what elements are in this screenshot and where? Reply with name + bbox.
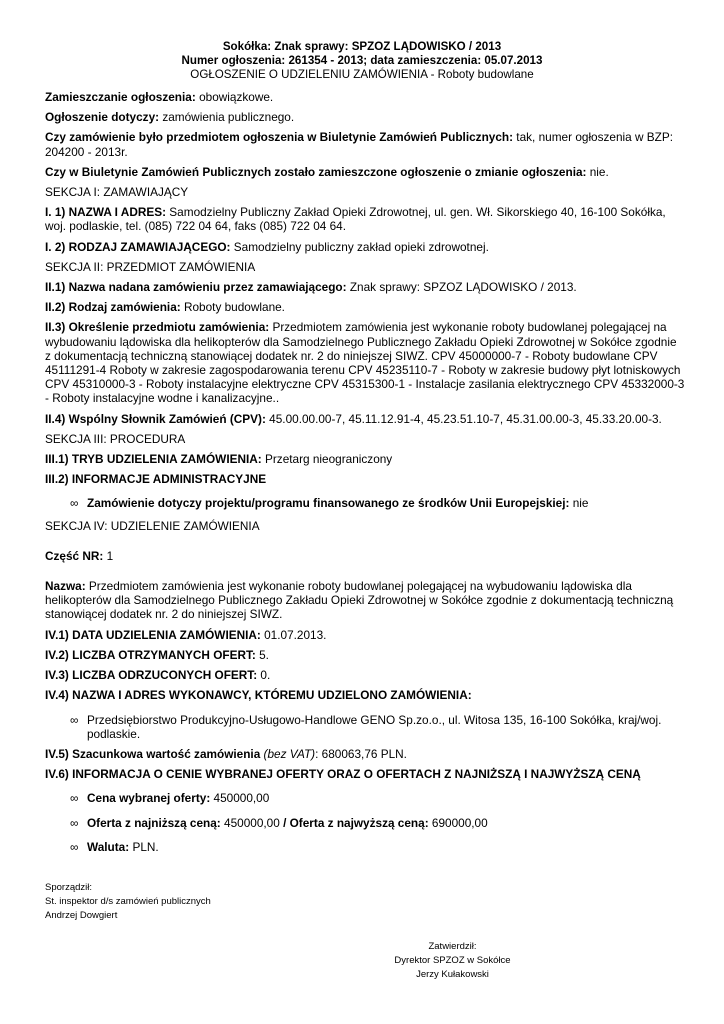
infinity-bullet-icon: ∞ xyxy=(70,496,79,511)
field-nazwa-zamowienia xyxy=(45,280,685,294)
field-value: nie. xyxy=(586,164,609,179)
field-informacja-cena: IV.6) INFORMACJA O CENIE WYBRANEJ OFERTY ORAZ O OFERTACH Z NAJNIŻSZĄ I NAJWYŻSZĄ CENĄ xyxy=(45,767,641,782)
header-title: Sokółka: Znak sprawy: SPZOZ LĄDOWISKO / 2013 xyxy=(222,40,502,53)
field-value: 45.00.00.00-7, 45.11.12.91-4, 45.23.51.10-7, 45.31.00.00-3, 45.33.20.00-3. xyxy=(265,411,662,426)
signature-line: Sporządził: xyxy=(45,882,92,893)
signature-line: Jerzy Kułakowski xyxy=(416,969,489,980)
field-label: II.4) Wspólny Słownik Zamówień (CPV): xyxy=(45,411,266,426)
field-label: II.2) Rodzaj zamówienia: xyxy=(45,300,181,315)
field-value: PLN. xyxy=(129,839,159,854)
field-value: Roboty budowlane. xyxy=(180,300,285,315)
field-value: 690000,00 xyxy=(428,815,488,830)
section-title-3: SEKCJA III: PROCEDURA xyxy=(45,431,186,446)
field-label: Zamówienie dotyczy projektu/programu finansowanego ze środków Unii Europejskiej: xyxy=(87,496,570,511)
field-rodzaj-zamawiajacego xyxy=(45,240,685,254)
field-label: IV.3) LICZBA ODRZUCONYCH OFERT: xyxy=(45,668,258,683)
signature-line: St. inspektor d/s zamówień publicznych xyxy=(45,896,211,907)
field-wykonawca-heading: IV.4) NAZWA I ADRES WYKONAWCY, KTÓREMU UDZIELONO ZAMÓWIENIA: xyxy=(45,688,472,703)
bullet-item-wykonawca xyxy=(45,713,685,741)
signature-line: Zatwierdził: xyxy=(428,941,477,952)
field-label: Nazwa: xyxy=(45,579,86,594)
field-nazwa xyxy=(45,579,685,622)
field-value: Przedmiotem zamówienia jest wykonanie roboty budowlanej polegającej na wybudowaniu lądowiska dla helikopterów dla Samodzielnego Publicznego Zakładu Opieki Zdrowotnej w Sokółce zgodnie z dokumentacją techniczną stanowiącej dodatek nr. 2 do niniejszej SIWZ. CPV 45000000-7 - Roboty budowlane CPV 45111291-4 Roboty w zakresie zagospodarowania terenu CPV 45235110-7 - Roboty w zakresie budowy płyt lotniskowych CPV 45310000-3 - Roboty instalacyjne elektryczne CPV 45315300-1 - Instalacje zasilania elektrycznego CPV 45332000-3 - Roboty instalacyjne wodne i kanalizacyjne.. xyxy=(45,320,685,406)
bullet-item-ue xyxy=(45,496,685,510)
field-label: III.1) TRYB UDZIELENIA ZAMÓWIENIA: xyxy=(45,452,262,467)
field-biuletyn xyxy=(45,130,685,158)
field-label: I. 1) NAZWA I ADRES: xyxy=(45,205,167,220)
field-label: / Oferta z najwyższą ceną: xyxy=(279,815,429,830)
bullet-item-oferty xyxy=(45,816,685,830)
field-informacje-admin: III.2) INFORMACJE ADMINISTRACYJNE xyxy=(45,472,267,487)
field-dotyczy xyxy=(45,110,685,124)
field-value: 01.07.2013. xyxy=(260,627,327,642)
field-liczba-odrzuconych xyxy=(45,668,685,682)
section-title-1: SEKCJA I: ZAMAWIAJĄCY xyxy=(45,185,189,200)
field-value: Samodzielny publiczny zakład opieki zdrowotnej. xyxy=(230,239,489,254)
field-value: tak, numer ogłoszenia w BZP: 204200 - 2013r. xyxy=(45,130,674,159)
field-label: Cena wybranej oferty: xyxy=(87,791,211,806)
field-label: II.1) Nazwa nadana zamówieniu przez zamawiającego: xyxy=(45,280,347,295)
field-label: Zamieszczanie ogłoszenia: xyxy=(45,90,196,104)
field-label: Część NR: xyxy=(45,548,104,563)
field-value: 5. xyxy=(255,647,269,662)
signature-line: Andrzej Dowgiert xyxy=(45,910,118,921)
field-value: 0. xyxy=(257,668,271,683)
field-value: nie xyxy=(569,496,589,511)
field-label: Czy zamówienie było przedmiotem ogłoszenia w Biuletynie Zamówień Publicznych: xyxy=(45,130,514,145)
infinity-bullet-icon: ∞ xyxy=(70,791,79,806)
header-number: Numer ogłoszenia: 261354 - 2013; data zamieszczenia: 05.07.2013 xyxy=(181,54,543,67)
field-label: Waluta: xyxy=(87,839,130,854)
section-title-4: SEKCJA IV: UDZIELENIE ZAMÓWIENIA xyxy=(45,518,260,533)
field-label: Czy w Biuletynie Zamówień Publicznych zostało zamieszczone ogłoszenie o zmianie ogłoszenia: xyxy=(45,164,587,179)
field-wartosc xyxy=(45,747,685,761)
field-value: Samodzielny Publiczny Zakład Opieki Zdrowotnej, ul. gen. Wł. Sikorskiego 40, 16-100 Sokółka, woj. podlaskie, tel. (085) 722 04 64, faks (085) 722 04 64. xyxy=(45,205,666,234)
field-rodzaj-zamowienia xyxy=(45,300,685,314)
bullet-item-cena xyxy=(45,791,685,805)
bullet-item-waluta xyxy=(45,840,685,854)
field-zmiana xyxy=(45,165,685,179)
field-value: Przetarg nieograniczony xyxy=(261,452,393,467)
document-body xyxy=(45,90,685,854)
field-zamieszczanie xyxy=(45,90,685,104)
field-value: 450000,00 xyxy=(210,791,270,806)
field-value: obowiązkowe. xyxy=(195,90,274,104)
field-nazwa-adres xyxy=(45,205,685,233)
document-header xyxy=(0,40,724,82)
field-value: zamówienia publicznego. xyxy=(159,110,295,125)
signature-prepared-by xyxy=(45,881,211,923)
field-value: Znak sprawy: SPZOZ LĄDOWISKO / 2013. xyxy=(346,280,577,295)
field-value: : 680063,76 PLN. xyxy=(315,746,407,761)
field-label: Ogłoszenie dotyczy: xyxy=(45,110,160,125)
field-value: Przedsiębiorstwo Produkcyjno-Usługowo-Handlowe GENO Sp.zo.o., ul. Witosa 135, 16-100 Sokółka, kraj/woj. podlaskie. xyxy=(87,712,662,741)
infinity-bullet-icon: ∞ xyxy=(70,815,79,830)
field-data-udzielenia xyxy=(45,628,685,642)
field-tryb xyxy=(45,452,685,466)
field-cpv xyxy=(45,412,685,426)
field-value: Przedmiotem zamówienia jest wykonanie roboty budowlanej polegającej na wybudowaniu lądowiska dla helikopterów dla Samodzielnego Publicznego Zakładu Opieki Zdrowotnej w Sokółce zgodnie z dokumentacją techniczną stanowiącej dodatek nr. 2 do niniejszej SIWZ. xyxy=(45,579,674,622)
field-label: IV.2) LICZBA OTRZYMANYCH OFERT: xyxy=(45,647,256,662)
infinity-bullet-icon: ∞ xyxy=(70,839,79,854)
field-czesc xyxy=(45,549,685,563)
header-type: OGŁOSZENIE O UDZIELENIU ZAMÓWIENIA - Roboty budowlane xyxy=(190,68,534,81)
field-label: IV.5) Szacunkowa wartość zamówienia xyxy=(45,746,261,761)
field-value: 1 xyxy=(103,548,114,563)
field-liczba-otrzymanych xyxy=(45,648,685,662)
section-title-2: SEKCJA II: PRZEDMIOT ZAMÓWIENIA xyxy=(45,259,256,274)
infinity-bullet-icon: ∞ xyxy=(70,712,79,727)
field-label: II.3) Określenie przedmiotu zamówienia: xyxy=(45,320,270,335)
field-note: (bez VAT) xyxy=(260,746,316,761)
signature-line: Dyrektor SPZOZ w Sokółce xyxy=(394,955,511,966)
field-value: 450000,00 xyxy=(220,815,280,830)
field-label: I. 2) RODZAJ ZAMAWIAJĄCEGO: xyxy=(45,239,231,254)
field-label: IV.1) DATA UDZIELENIA ZAMÓWIENIA: xyxy=(45,627,261,642)
field-przedmiot xyxy=(45,320,685,405)
signature-approved-by xyxy=(385,940,520,982)
field-label: Oferta z najniższą ceną: xyxy=(87,815,221,830)
